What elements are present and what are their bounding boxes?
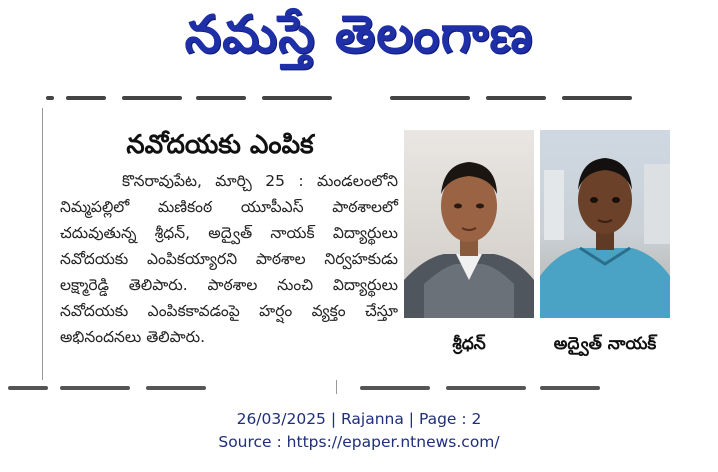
source-footer bbox=[0, 408, 718, 454]
boy-portrait-2-icon bbox=[540, 130, 670, 318]
column-rule bbox=[42, 108, 43, 380]
source-url-line: Source : https://epaper.ntnews.com/ bbox=[218, 433, 500, 451]
cropped-text-strip-bottom bbox=[0, 382, 718, 396]
article-headline: నవోదయకు ఎంపిక bbox=[126, 130, 314, 160]
photo-caption-1: శ్రీధన్ bbox=[452, 334, 486, 354]
masthead bbox=[0, 4, 718, 78]
article-paragraph: కొనరావుపేట, మార్చి 25 : మండలంలోని నిమ్మపల్లిలో మణికంఠ యూపీఎస్ పాఠశాలలో చదువుతున్న శ్రీధన్, అద్వైత్ నాయక్ విద్యార్థులు నవోదయకు ఎంపికయ్యారని పాఠశాల నిర్వహకుడు లక్ష్మారెడ్డి తెలిపారు. పాఠశాల నుంచి విద్యార్థులు నవోదయకు ఎంపికకావడంపై హర్షం వ్యక్తం చేస్తూ అభినందనలు తెలిపారు. bbox=[60, 172, 398, 346]
boy-portrait-1-icon bbox=[404, 130, 534, 318]
photo-caption-2: అద్వైత్ నాయక్ bbox=[553, 334, 657, 354]
article-body bbox=[60, 168, 398, 350]
student-photo-2 bbox=[540, 130, 670, 318]
student-photo-1 bbox=[404, 130, 534, 318]
newspaper-title: నమస్తే తెలంగాణ bbox=[184, 4, 534, 65]
edition-date-line: 26/03/2025 | Rajanna | Page : 2 bbox=[236, 410, 482, 428]
cropped-text-strip-top bbox=[0, 92, 718, 106]
news-clipping bbox=[0, 108, 718, 380]
